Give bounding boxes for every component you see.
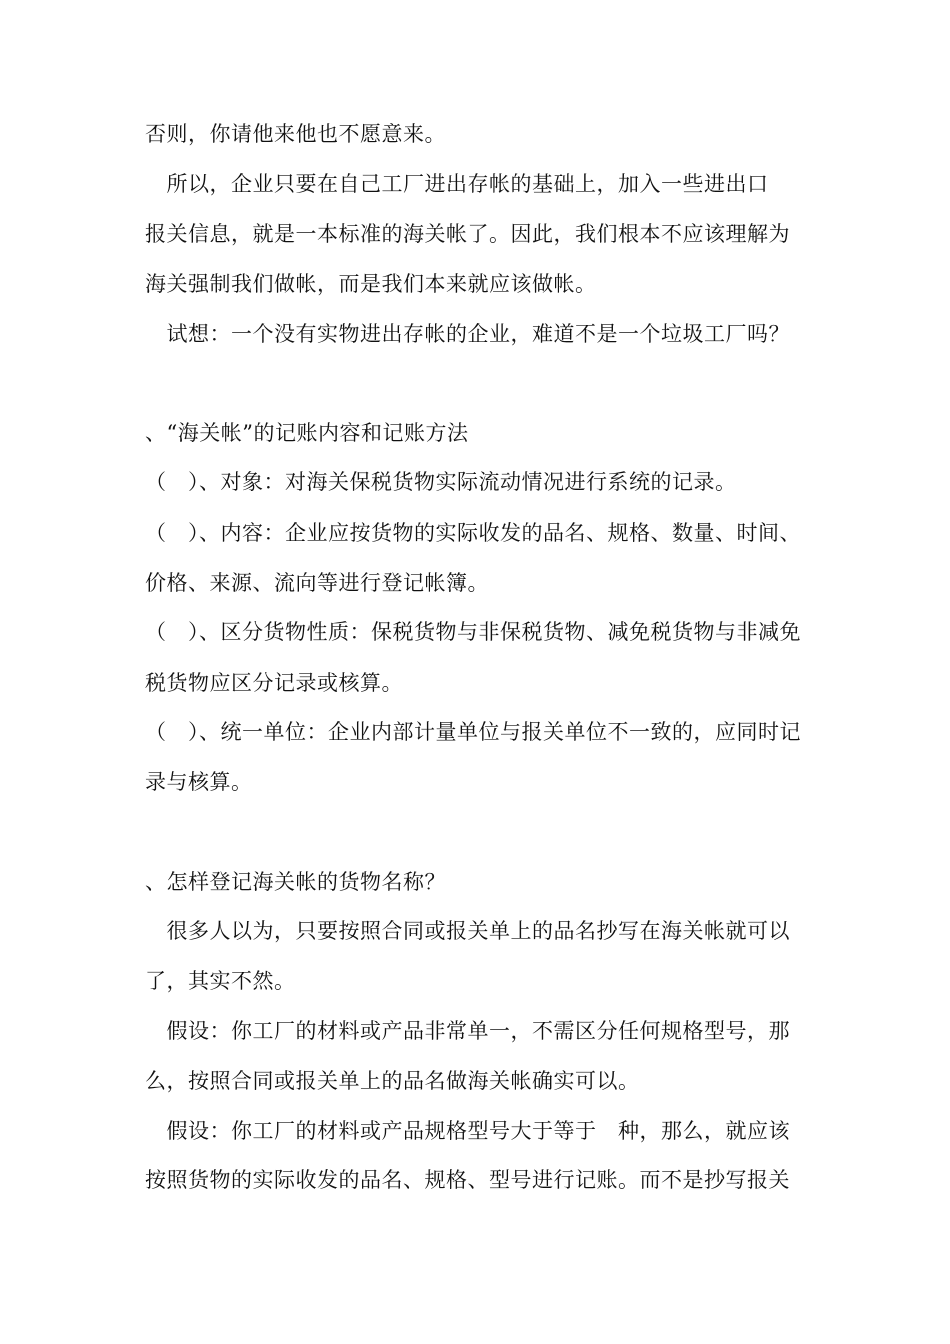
list-item: （ ）、统一单位：企业内部计量单位与报关单位不一致的，应同时记 bbox=[145, 720, 801, 744]
list-item: （ ）、内容：企业应按货物的实际收发的品名、规格、数量、时间、 bbox=[145, 521, 801, 545]
list-item: （ ）、对象：对海关保税货物实际流动情况进行系统的记录。 bbox=[145, 470, 737, 494]
list-item: （ ）、区分货物性质：保税货物与非保税货物、减免税货物与非减免 bbox=[145, 620, 801, 644]
paragraph-line: 价格、来源、流向等进行登记帐簿。 bbox=[145, 571, 489, 595]
paragraph-line: 报关信息，就是一本标准的海关帐了。因此，我们根本不应该理解为 bbox=[145, 222, 790, 246]
section-heading: 、怎样登记海关帐的货物名称？ bbox=[145, 870, 446, 894]
paragraph-line: 假设：你工厂的材料或产品规格型号大于等于 种，那么，就应该 bbox=[145, 1119, 790, 1143]
paragraph-line: 么，按照合同或报关单上的品名做海关帐确实可以。 bbox=[145, 1069, 640, 1093]
section-heading: 、“海关帐”的记账内容和记账方法 bbox=[145, 421, 469, 445]
paragraph-line: 税货物应区分记录或核算。 bbox=[145, 671, 403, 695]
paragraph-line: 所以，企业只要在自己工厂进出存帐的基础上，加入一些进出口 bbox=[145, 172, 769, 196]
paragraph-line: 试想：一个没有实物进出存帐的企业，难道不是一个垃圾工厂吗？ bbox=[145, 322, 790, 346]
paragraph-line: 海关强制我们做帐，而是我们本来就应该做帐。 bbox=[145, 272, 597, 296]
paragraph-line: 否则，你请他来他也不愿意来。 bbox=[145, 122, 446, 146]
paragraph-line: 很多人以为，只要按照合同或报关单上的品名抄写在海关帐就可以 bbox=[145, 919, 790, 943]
paragraph-line: 了，其实不然。 bbox=[145, 969, 296, 993]
paragraph-line: 假设：你工厂的材料或产品非常单一，不需区分任何规格型号，那 bbox=[145, 1019, 790, 1043]
paragraph-line: 录与核算。 bbox=[145, 770, 253, 794]
paragraph-line: 按照货物的实际收发的品名、规格、型号进行记账。而不是抄写报关 bbox=[145, 1168, 790, 1192]
